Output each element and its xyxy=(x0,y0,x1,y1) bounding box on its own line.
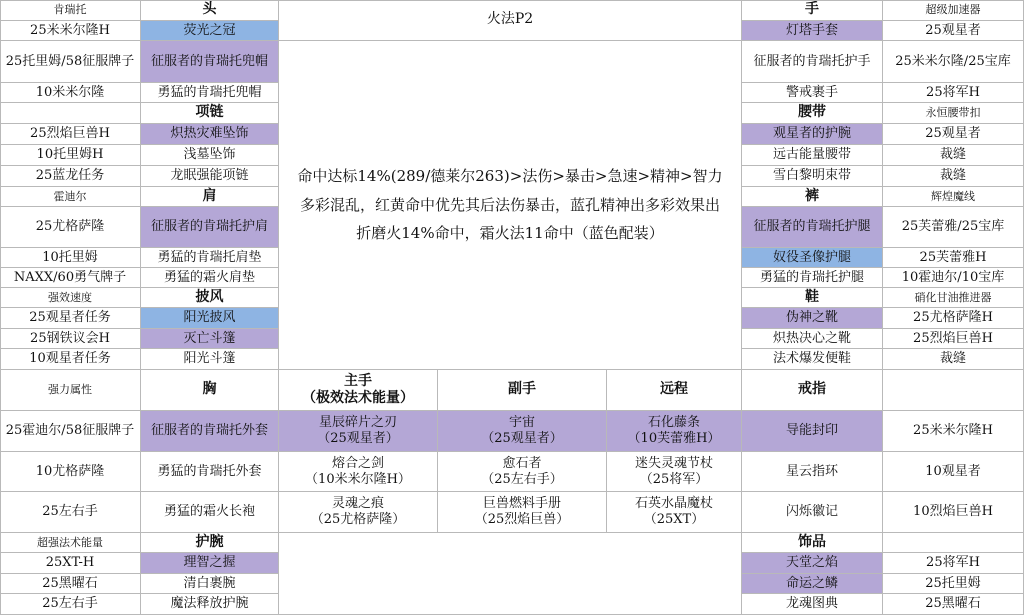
neck-item-3: 龙眠强能项链 xyxy=(141,166,279,187)
hands-source-2: 25米米尔隆/25宝库 xyxy=(883,41,1024,83)
trinkets-source-1: 25将军H xyxy=(883,553,1024,574)
neck-item-2: 浅墓坠饰 xyxy=(141,145,279,166)
mainhand-item-3: 灵魂之痕 （25尤格萨隆） xyxy=(279,492,438,533)
hands-source-3: 25将军H xyxy=(883,83,1024,103)
waist-source-3: 裁缝 xyxy=(883,166,1024,187)
bracer-item-1: 理智之握 xyxy=(141,553,279,574)
trinkets-item-1: 天堂之焰 xyxy=(742,553,883,574)
cloak-item-3: 阳光斗篷 xyxy=(141,349,279,370)
rings-source-3: 10烈焰巨兽H xyxy=(883,492,1024,533)
bracer-item-3: 魔法释放护腕 xyxy=(141,594,279,615)
cloak-source-3: 10观星者任务 xyxy=(0,349,141,370)
offhand-item-3: 巨兽燃料手册 （25烈焰巨兽） xyxy=(438,492,607,533)
rings-source-1: 25米米尔隆H xyxy=(883,411,1024,452)
rings-source-2: 10观星者 xyxy=(883,452,1024,492)
neck-enchant-cell xyxy=(0,103,141,124)
rings-slot-label: 戒指 xyxy=(742,370,883,411)
head-source-2: 25托里姆/58征服牌子 xyxy=(0,41,141,83)
feet-item-1: 伪神之靴 xyxy=(742,308,883,329)
bracer-source-2: 25黑曜石 xyxy=(0,574,141,594)
feet-source-3: 裁缝 xyxy=(883,349,1024,370)
bracer-source-1: 25XT-H xyxy=(0,553,141,574)
chest-source-2: 10尤格萨隆 xyxy=(0,452,141,492)
trinkets-source-3: 25黑曜石 xyxy=(883,594,1024,615)
cloak-source-2: 25钢铁议会H xyxy=(0,329,141,349)
waist-item-3: 雪白黎明束带 xyxy=(742,166,883,187)
ranged-item-2: 迷失灵魂节杖 （25将军） xyxy=(607,452,742,492)
hands-enchant-cell: 超级加速器 xyxy=(883,0,1024,21)
head-source-1: 25米米尔隆H xyxy=(0,21,141,41)
head-item-3: 勇猛的肯瑞托兜帽 xyxy=(141,83,279,103)
trinkets-source-2: 25托里姆 xyxy=(883,574,1024,594)
mainhand-item-1: 星辰碎片之刃 （25观星者） xyxy=(279,411,438,452)
cloak-item-1: 阳光披风 xyxy=(141,308,279,329)
page-title: 火法P2 xyxy=(279,0,742,41)
chest-item-3: 勇猛的霜火长袍 xyxy=(141,492,279,533)
legs-item-3: 勇猛的肯瑞托护腿 xyxy=(742,268,883,288)
chest-source-3: 25左右手 xyxy=(0,492,141,533)
ranged-header: 远程 xyxy=(607,370,742,411)
head-enchant-cell: 肯瑞托 xyxy=(0,0,141,21)
legs-source-2: 25芙蕾雅H xyxy=(883,248,1024,268)
neck-item-1: 炽热灾难坠饰 xyxy=(141,124,279,145)
ranged-item-1: 石化藤条 （10芙蕾雅H） xyxy=(607,411,742,452)
offhand-item-1: 宇宙 （25观星者） xyxy=(438,411,607,452)
bracer-slot-label: 护腕 xyxy=(141,533,279,553)
chest-item-2: 勇猛的肯瑞托外套 xyxy=(141,452,279,492)
waist-enchant-cell: 永恒腰带扣 xyxy=(883,103,1024,124)
offhand-item-2: 愈石者 （25左右手） xyxy=(438,452,607,492)
chest-enchant-cell: 强力属性 xyxy=(0,370,141,411)
bracer-item-2: 清白裹腕 xyxy=(141,574,279,594)
waist-item-1: 观星者的护腕 xyxy=(742,124,883,145)
feet-enchant-cell: 硝化甘油推进器 xyxy=(883,288,1024,308)
mainhand-item-2: 熔合之剑 （10米米尔隆H） xyxy=(279,452,438,492)
rings-enchant-cell xyxy=(883,370,1024,411)
waist-source-2: 裁缝 xyxy=(883,145,1024,166)
shoulder-item-3: 勇猛的霜火肩垫 xyxy=(141,268,279,288)
waist-item-2: 远古能量腰带 xyxy=(742,145,883,166)
mainhand-header: 主手 （极效法术能量） xyxy=(279,370,438,411)
neck-source-3: 25蓝龙任务 xyxy=(0,166,141,187)
chest-item-1: 征服者的肯瑞托外套 xyxy=(141,411,279,452)
shoulder-item-1: 征服者的肯瑞托护肩 xyxy=(141,207,279,248)
legs-enchant-cell: 辉煌魔线 xyxy=(883,187,1024,207)
shoulder-source-2: 10托里姆 xyxy=(0,248,141,268)
trinkets-item-2: 命运之鳞 xyxy=(742,574,883,594)
shoulder-source-3: NAXX/60勇气牌子 xyxy=(0,268,141,288)
legs-item-1: 征服者的肯瑞托护腿 xyxy=(742,207,883,248)
head-slot-label: 头 xyxy=(141,0,279,21)
neck-source-1: 25烈焰巨兽H xyxy=(0,124,141,145)
shoulder-enchant-cell: 霍迪尔 xyxy=(0,187,141,207)
head-item-1: 荧光之冠 xyxy=(141,21,279,41)
bracer-enchant-cell: 超强法术能量 xyxy=(0,533,141,553)
legs-source-3: 10霍迪尔/10宝库 xyxy=(883,268,1024,288)
cloak-slot-label: 披风 xyxy=(141,288,279,308)
cloak-source-1: 25观星者任务 xyxy=(0,308,141,329)
feet-source-2: 25烈焰巨兽H xyxy=(883,329,1024,349)
hands-item-2: 征服者的肯瑞托护手 xyxy=(742,41,883,83)
head-item-2: 征服者的肯瑞托兜帽 xyxy=(141,41,279,83)
neck-source-2: 10托里姆H xyxy=(0,145,141,166)
shoulder-slot-label: 肩 xyxy=(141,187,279,207)
trinkets-slot-label: 饰品 xyxy=(742,533,883,553)
trinkets-item-3: 龙魂图典 xyxy=(742,594,883,615)
legs-slot-label: 裤 xyxy=(742,187,883,207)
strategy-notes: 命中达标14%(289/德莱尔263)>法伤>暴击>急速>精神>智力 多彩混乱，红黄命中优先其后法伤暴击，蓝孔精神出多彩效果出 折磨火14%命中，霜火法11命中（蓝色配装） xyxy=(279,41,742,370)
offhand-header: 副手 xyxy=(438,370,607,411)
hands-item-1: 灯塔手套 xyxy=(742,21,883,41)
legs-source-1: 25芙蕾雅/25宝库 xyxy=(883,207,1024,248)
feet-source-1: 25尤格萨隆H xyxy=(883,308,1024,329)
shoulder-source-1: 25尤格萨隆 xyxy=(0,207,141,248)
rings-item-1: 导能封印 xyxy=(742,411,883,452)
hands-item-3: 警戒裹手 xyxy=(742,83,883,103)
feet-slot-label: 鞋 xyxy=(742,288,883,308)
empty-cell xyxy=(279,533,742,615)
rings-item-2: 星云指环 xyxy=(742,452,883,492)
chest-slot-label: 胸 xyxy=(141,370,279,411)
ranged-item-3: 石英水晶魔杖 （25XT） xyxy=(607,492,742,533)
cloak-enchant-cell: 强效速度 xyxy=(0,288,141,308)
bracer-source-3: 25左右手 xyxy=(0,594,141,615)
trinkets-enchant-cell xyxy=(883,533,1024,553)
rings-item-3: 闪烁徽记 xyxy=(742,492,883,533)
waist-slot-label: 腰带 xyxy=(742,103,883,124)
feet-item-2: 炽热决心之靴 xyxy=(742,329,883,349)
hands-slot-label: 手 xyxy=(742,0,883,21)
chest-source-1: 25霍迪尔/58征服牌子 xyxy=(0,411,141,452)
shoulder-item-2: 勇猛的肯瑞托肩垫 xyxy=(141,248,279,268)
hands-source-1: 25观星者 xyxy=(883,21,1024,41)
waist-source-1: 25观星者 xyxy=(883,124,1024,145)
cloak-item-2: 灭亡斗篷 xyxy=(141,329,279,349)
legs-item-2: 奴役圣像护腿 xyxy=(742,248,883,268)
neck-slot-label: 项链 xyxy=(141,103,279,124)
feet-item-3: 法术爆发便鞋 xyxy=(742,349,883,370)
head-source-3: 10米米尔隆 xyxy=(0,83,141,103)
